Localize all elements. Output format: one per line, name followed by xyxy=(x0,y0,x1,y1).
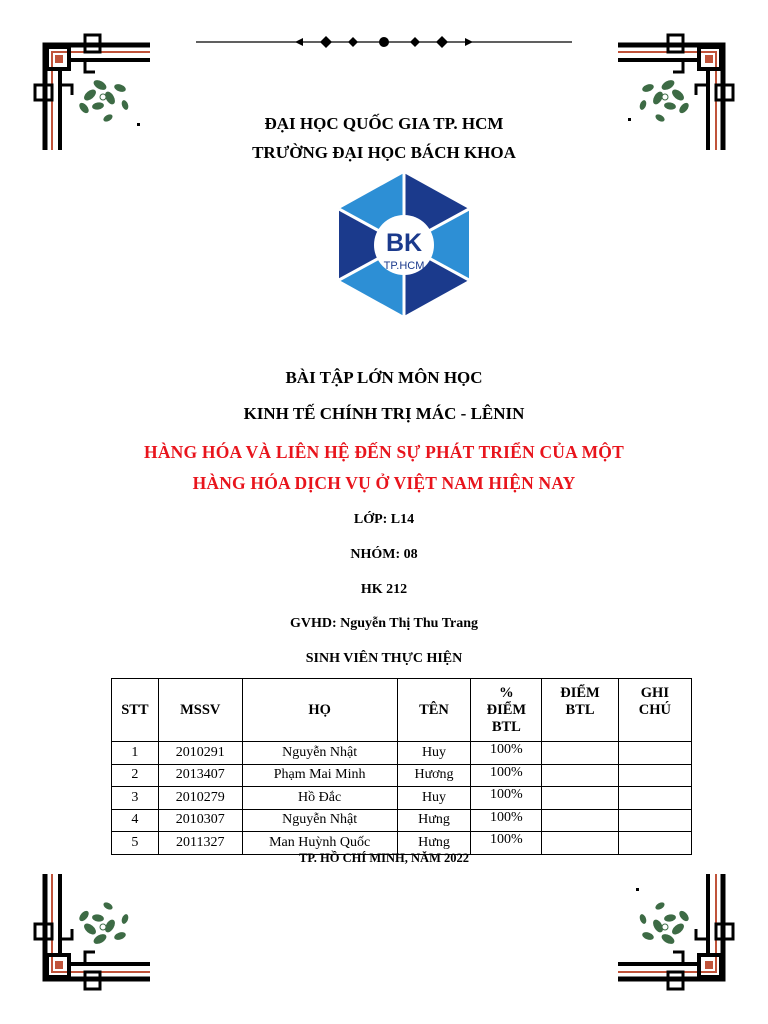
col-header: ĐIỂM BTL xyxy=(542,679,618,742)
semester-label: HK 212 xyxy=(360,582,408,597)
cell-mssv: 2011327 xyxy=(158,832,242,855)
table-row xyxy=(112,742,692,765)
cell-ho: Man Huỳnh Quốc xyxy=(242,832,397,855)
cell-stt: 2 xyxy=(112,764,159,787)
cell-mssv: 2013407 xyxy=(158,764,242,787)
table-row xyxy=(112,787,692,810)
col-header: HỌ xyxy=(242,679,397,742)
cell-percent: 100% xyxy=(471,809,542,832)
cell-score xyxy=(542,809,618,832)
instructor-label: GVHD: Nguyễn Thị Thu Trang xyxy=(289,616,479,631)
students-heading: SINH VIÊN THỰC HIỆN xyxy=(305,651,463,666)
cell-ho: Nguyễn Nhật xyxy=(242,742,397,765)
col-header: GHI CHÚ xyxy=(618,679,691,742)
cell-stt: 1 xyxy=(112,742,159,765)
table-header-row xyxy=(112,679,692,742)
cell-stt: 4 xyxy=(112,809,159,832)
members-table xyxy=(111,678,692,855)
col-header: % ĐIỂM BTL xyxy=(471,679,542,742)
cell-note xyxy=(618,809,691,832)
cell-stt: 5 xyxy=(112,832,159,855)
cell-ho: Nguyễn Nhật xyxy=(242,809,397,832)
group-label: NHÓM: 08 xyxy=(350,547,418,562)
col-header: STT xyxy=(112,679,159,742)
table-row xyxy=(112,809,692,832)
cell-mssv: 2010291 xyxy=(158,742,242,765)
cell-percent: 100% xyxy=(471,742,542,765)
cell-mssv: 2010279 xyxy=(158,787,242,810)
cell-stt: 3 xyxy=(112,787,159,810)
cell-percent: 100% xyxy=(471,832,542,855)
cell-note xyxy=(618,764,691,787)
place-date: TP. HỒ CHÍ MINH, NĂM 2022 xyxy=(298,851,470,865)
cell-mssv: 2010307 xyxy=(158,809,242,832)
cell-note xyxy=(618,742,691,765)
cell-ten: Huy xyxy=(397,787,471,810)
cell-ten: Hưng xyxy=(397,809,471,832)
table-row xyxy=(112,764,692,787)
cell-percent: 100% xyxy=(471,764,542,787)
corner-dot xyxy=(636,888,639,891)
university-name: ĐẠI HỌC QUỐC GIA TP. HCM xyxy=(264,114,504,133)
class-label: LỚP: L14 xyxy=(353,512,415,527)
subject-name: KINH TẾ CHÍNH TRỊ MÁC - LÊNIN xyxy=(243,404,525,423)
cell-note xyxy=(618,787,691,810)
col-header: MSSV xyxy=(158,679,242,742)
logo-city-text: TP.HCM xyxy=(383,260,425,272)
cell-percent: 100% xyxy=(471,787,542,810)
cell-ten: Hương xyxy=(397,764,471,787)
cell-score xyxy=(542,764,618,787)
assignment-type: BÀI TẬP LỚN MÔN HỌC xyxy=(285,368,483,387)
topic-line-2: HÀNG HÓA DỊCH VỤ Ở VIỆT NAM HIỆN NAY xyxy=(192,473,576,493)
logo-bk-text: BK xyxy=(385,229,423,257)
cell-score xyxy=(542,787,618,810)
cell-ten: Huy xyxy=(397,742,471,765)
cell-ten: Hưng xyxy=(397,832,471,855)
bk-logo xyxy=(329,173,479,316)
school-name: TRƯỜNG ĐẠI HỌC BÁCH KHOA xyxy=(252,143,516,162)
cell-ho: Hồ Đắc xyxy=(242,787,397,810)
cell-score xyxy=(542,742,618,765)
topic-line-1: HÀNG HÓA VÀ LIÊN HỆ ĐẾN SỰ PHÁT TRIỂN CỦA MỘT xyxy=(144,442,624,462)
cell-ho: Phạm Mai Minh xyxy=(242,764,397,787)
col-header: TÊN xyxy=(397,679,471,742)
